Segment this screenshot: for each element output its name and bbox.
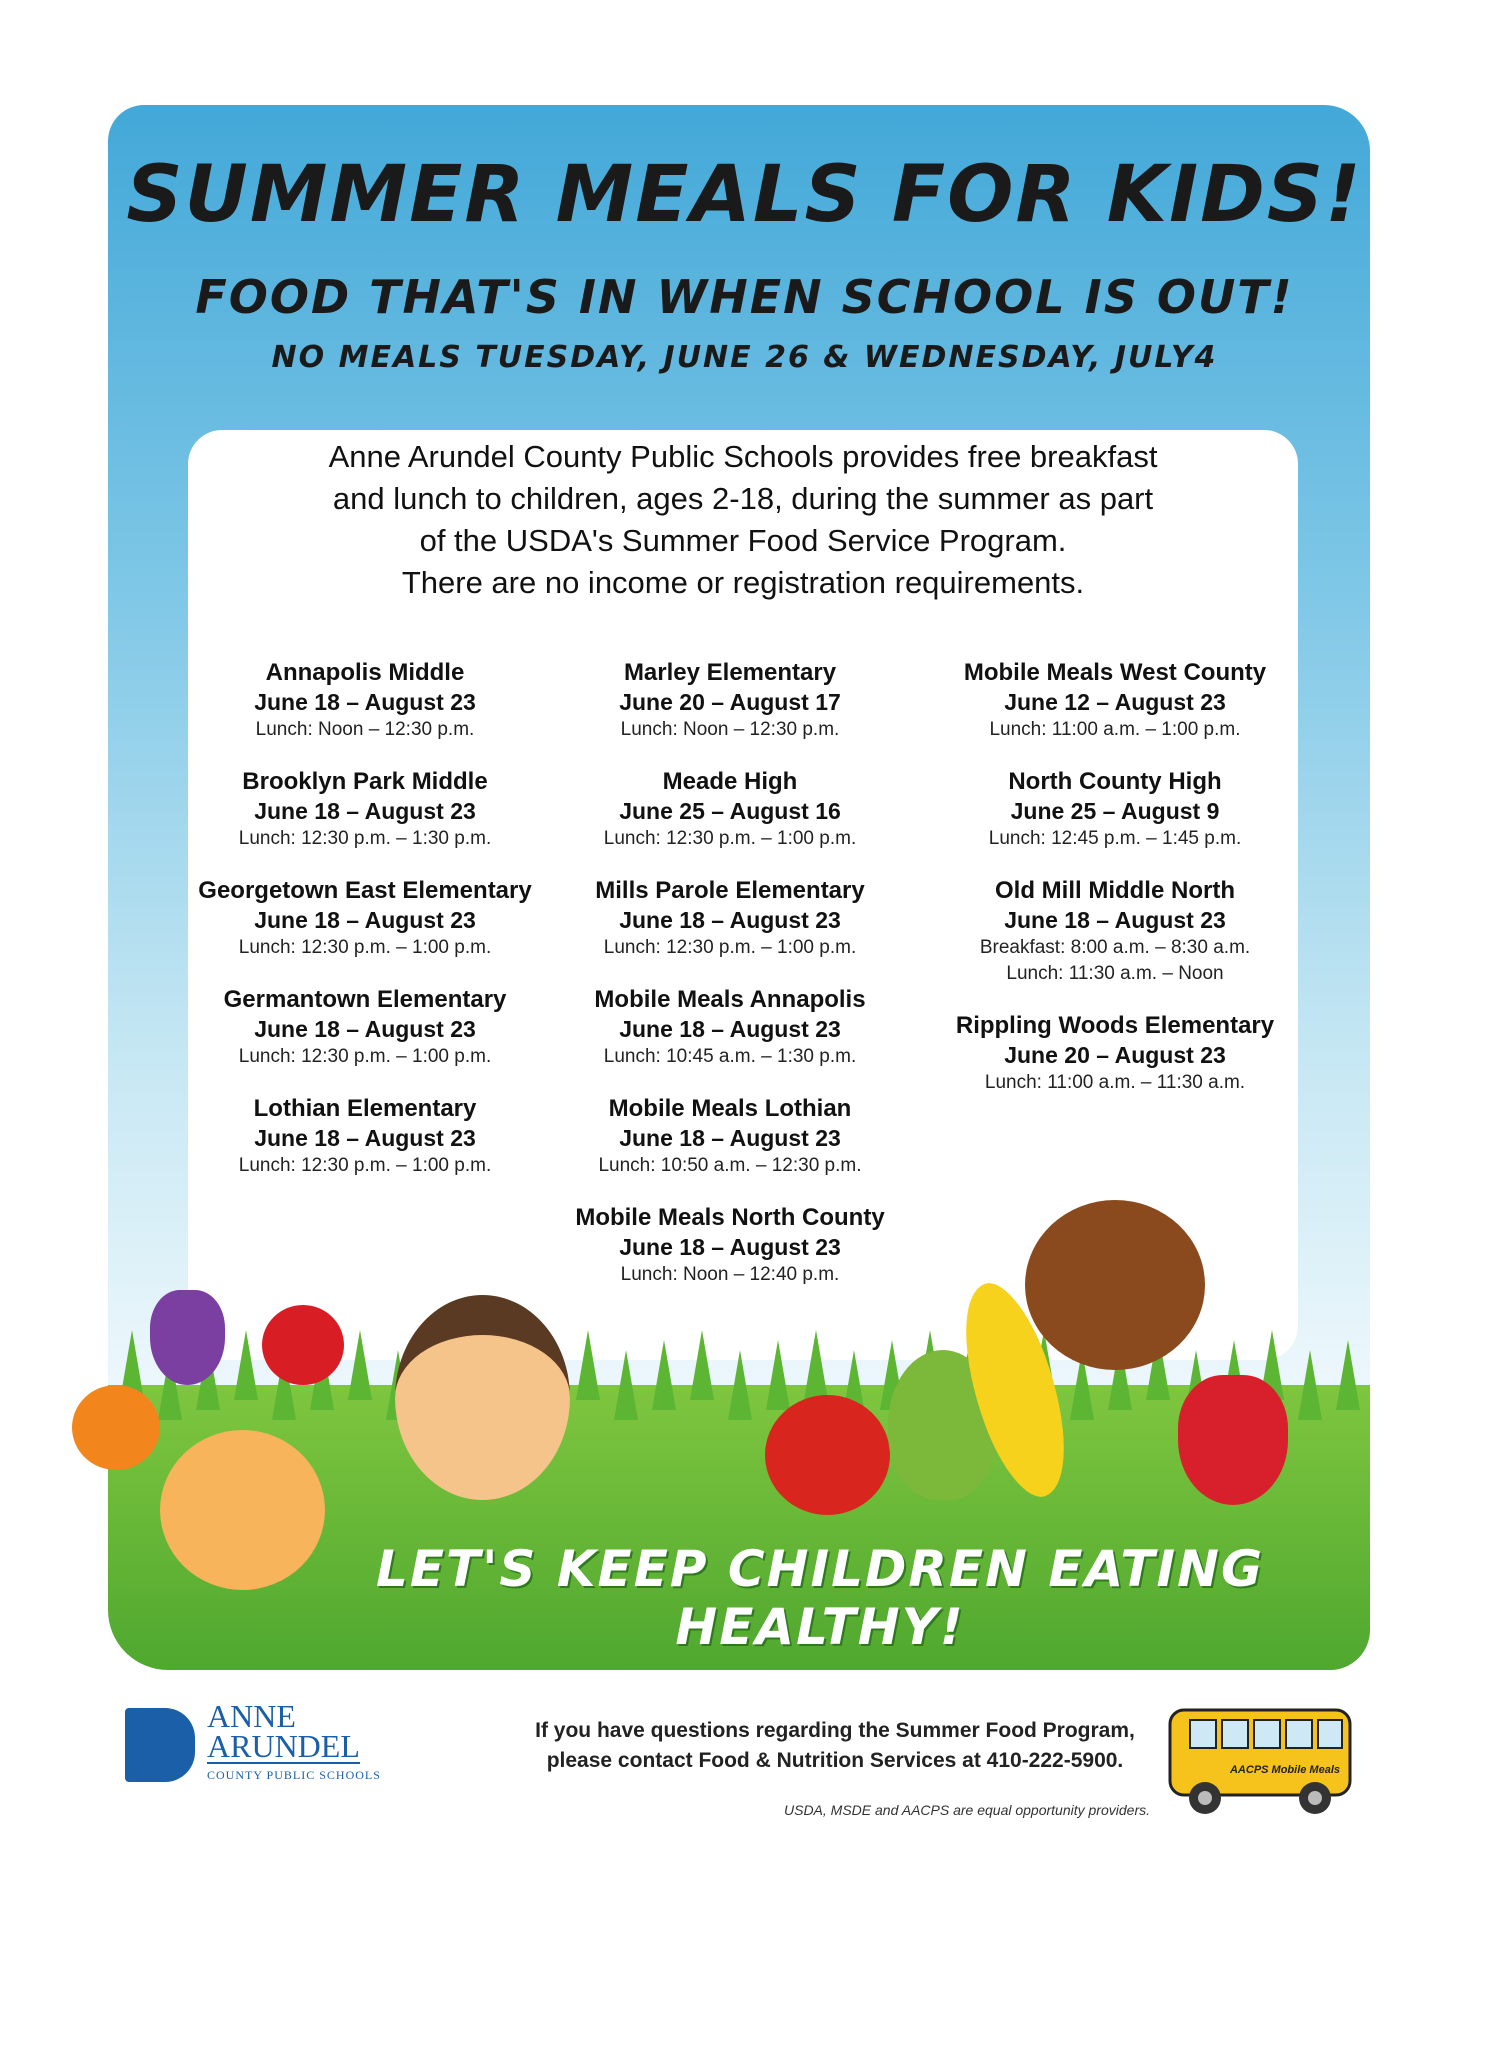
site-dates: June 18 – August 23 (619, 1234, 841, 1260)
intro-line: Anne Arundel County Public Schools provides free breakfast (328, 439, 1158, 474)
site-dates: June 25 – August 9 (1010, 798, 1220, 824)
site-column-2 (545, 658, 915, 1312)
meal-site (180, 658, 550, 743)
site-meal-time: Lunch: Noon – 12:30 p.m. (255, 719, 475, 740)
grapes-illustration (150, 1290, 225, 1385)
site-meal-time: Lunch: 10:45 a.m. – 1:30 p.m. (603, 1046, 857, 1067)
contact-line: please contact Food & Nutrition Services at 410-222-5900. (546, 1749, 1124, 1772)
site-meal-time: Breakfast: 8:00 a.m. – 8:30 a.m. (979, 937, 1251, 958)
site-name: Brooklyn Park Middle (242, 768, 488, 795)
site-column-1 (180, 658, 550, 1203)
meal-site (180, 985, 550, 1070)
meal-site (180, 767, 550, 852)
meal-site (925, 1011, 1305, 1096)
strawberry-illustration (1178, 1375, 1288, 1505)
meal-site (180, 876, 550, 961)
site-meal-time: Lunch: 12:30 p.m. – 1:00 p.m. (603, 937, 857, 958)
grass-blade (1336, 1340, 1360, 1410)
school-bus-icon (1160, 1695, 1360, 1825)
no-meals-notice: NO MEALS TUESDAY, JUNE 26 & WEDNESDAY, JULY4 (271, 340, 1218, 375)
logo-subtext: COUNTY PUBLIC SCHOOLS (207, 1768, 381, 1782)
site-name: Mobile Meals West County (963, 659, 1267, 686)
site-name: Mills Parole Elementary (595, 877, 865, 904)
site-dates: June 25 – August 16 (619, 798, 841, 824)
page-title: SUMMER MEALS FOR KIDS! (126, 150, 1363, 240)
site-name: Old Mill Middle North (995, 877, 1235, 904)
meal-site (925, 876, 1305, 987)
site-name: Lothian Elementary (253, 1095, 477, 1122)
site-meal-time: Lunch: 11:30 a.m. – Noon (1006, 963, 1224, 984)
site-meal-time: Lunch: 12:30 p.m. – 1:00 p.m. (238, 1155, 492, 1176)
site-name: Rippling Woods Elementary (955, 1012, 1275, 1039)
logo-text: ARUNDEL (207, 1728, 360, 1764)
meal-site (545, 658, 915, 743)
meal-site (925, 767, 1305, 852)
meal-site (545, 1203, 915, 1288)
site-dates: June 18 – August 23 (254, 689, 476, 715)
grass-blade (348, 1330, 372, 1400)
page-subtitle: FOOD THAT'S IN WHEN SCHOOL IS OUT! (195, 270, 1294, 324)
site-name: Meade High (662, 768, 798, 795)
apple-illustration (262, 1305, 344, 1385)
site-dates: June 18 – August 23 (254, 798, 476, 824)
aacps-logo (125, 1700, 385, 1790)
tagline: LET'S KEEP CHILDREN EATING HEALTHY! (375, 1540, 1265, 1656)
meal-site (545, 767, 915, 852)
intro-line: and lunch to children, ages 2-18, during the summer as part (332, 481, 1154, 516)
site-meal-time: Lunch: 12:45 p.m. – 1:45 p.m. (988, 828, 1242, 849)
site-dates: June 18 – August 23 (254, 1016, 476, 1042)
contact-line: If you have questions regarding the Summer Food Program, (535, 1719, 1135, 1742)
site-meal-time: Lunch: 12:30 p.m. – 1:00 p.m. (238, 937, 492, 958)
kid-curly-hair-illustration (1025, 1200, 1205, 1370)
site-dates: June 20 – August 17 (619, 689, 841, 715)
site-dates: June 18 – August 23 (619, 1016, 841, 1042)
site-dates: June 12 – August 23 (1004, 689, 1226, 715)
site-dates: June 18 – August 23 (1004, 907, 1226, 933)
site-dates: June 18 – August 23 (254, 1125, 476, 1151)
site-meal-time: Lunch: 12:30 p.m. – 1:00 p.m. (238, 1046, 492, 1067)
site-meal-time: Lunch: 10:50 a.m. – 12:30 p.m. (598, 1155, 862, 1176)
disclaimer: USDA, MSDE and AACPS are equal opportunity providers. (784, 1802, 1150, 1818)
grass-blade (728, 1350, 752, 1420)
meal-site (180, 1094, 550, 1179)
girl-illustration (395, 1295, 570, 1500)
grass-blade (804, 1330, 828, 1400)
tomato-illustration (765, 1395, 890, 1515)
site-name: North County High (1008, 768, 1222, 795)
site-meal-time: Lunch: 11:00 a.m. – 11:30 a.m. (984, 1072, 1246, 1093)
apple-logo-icon (125, 1708, 195, 1782)
site-name: Mobile Meals Lothian (608, 1095, 852, 1122)
site-meal-time: Lunch: 12:30 p.m. – 1:30 p.m. (238, 828, 492, 849)
site-name: Annapolis Middle (265, 659, 465, 686)
grass-blade (234, 1330, 258, 1400)
orange-illustration (72, 1385, 160, 1470)
intro-line: There are no income or registration requirements. (401, 565, 1085, 600)
grass-blade (1298, 1350, 1322, 1420)
bus-label: AACPS Mobile Meals (1229, 1764, 1341, 1776)
meal-site (545, 876, 915, 961)
grass-blade (766, 1340, 790, 1410)
site-meal-time: Lunch: Noon – 12:40 p.m. (620, 1264, 840, 1285)
site-meal-time: Lunch: 11:00 a.m. – 1:00 p.m. (989, 719, 1241, 740)
site-dates: June 18 – August 23 (254, 907, 476, 933)
logo-text: ANNE (207, 1698, 296, 1734)
boy-illustration (160, 1430, 325, 1590)
site-name: Marley Elementary (623, 659, 837, 686)
grass-blade (652, 1340, 676, 1410)
site-name: Georgetown East Elementary (198, 877, 532, 904)
grass-blade (614, 1350, 638, 1420)
grass-blade (576, 1330, 600, 1400)
intro-line: of the USDA's Summer Food Service Program. (419, 523, 1067, 558)
grass-blade (690, 1330, 714, 1400)
site-dates: June 20 – August 23 (1004, 1042, 1226, 1068)
site-name: Mobile Meals North County (575, 1204, 885, 1231)
site-dates: June 18 – August 23 (619, 907, 841, 933)
contact-info (520, 1716, 1150, 1776)
intro-paragraph (188, 436, 1298, 604)
site-meal-time: Lunch: Noon – 12:30 p.m. (620, 719, 840, 740)
site-column-3 (925, 658, 1305, 1120)
site-name: Mobile Meals Annapolis (594, 986, 866, 1013)
site-meal-time: Lunch: 12:30 p.m. – 1:00 p.m. (603, 828, 857, 849)
meal-site (925, 658, 1305, 743)
site-name: Germantown Elementary (223, 986, 507, 1013)
meal-site (545, 985, 915, 1070)
meal-site (545, 1094, 915, 1179)
site-dates: June 18 – August 23 (619, 1125, 841, 1151)
